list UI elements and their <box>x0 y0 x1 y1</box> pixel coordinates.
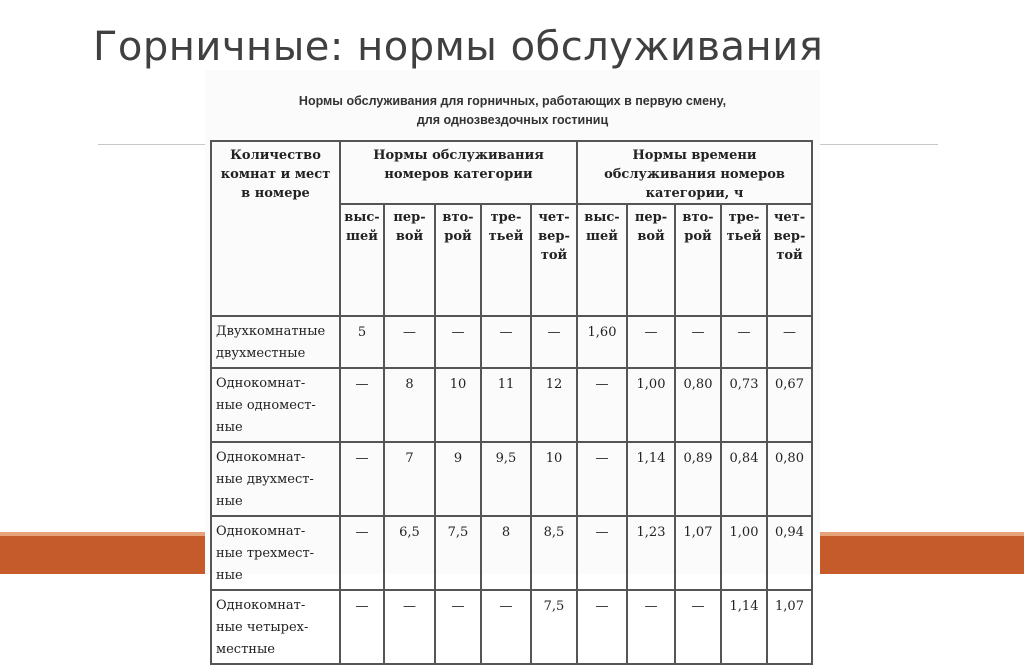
table-cell: 9 <box>435 442 481 516</box>
table-cell: 0,84 <box>721 442 767 516</box>
table-cell: — <box>435 590 481 664</box>
table-cell: 9,5 <box>481 442 531 516</box>
table-cell: — <box>675 590 721 664</box>
table-cell: — <box>721 316 767 368</box>
table-cell: — <box>767 316 812 368</box>
table-cell: — <box>531 316 577 368</box>
table-cell: — <box>340 368 384 442</box>
table-cell: 1,14 <box>721 590 767 664</box>
category-first: пер- вой <box>384 204 435 316</box>
table-row <box>211 368 812 442</box>
table-cell: — <box>627 316 675 368</box>
table-cell: 0,80 <box>675 368 721 442</box>
table-cell: 1,07 <box>767 590 812 664</box>
row-label: Однокомнат- ные одномест- ные <box>211 368 340 442</box>
table-cell: — <box>340 516 384 590</box>
table-cell: — <box>481 316 531 368</box>
category-highest-time: выс- шей <box>577 204 627 316</box>
table-cell: 8 <box>481 516 531 590</box>
category-highest: выс- шей <box>340 204 384 316</box>
table-cell: 10 <box>435 368 481 442</box>
table-cell: 0,73 <box>721 368 767 442</box>
header-service-norms: Нормы обслуживания номеров категории <box>340 141 577 204</box>
table-cell: — <box>577 368 627 442</box>
table-cell: 0,89 <box>675 442 721 516</box>
category-third: тре- тьей <box>481 204 531 316</box>
table-cell: 7,5 <box>531 590 577 664</box>
category-first-time: пер- вой <box>627 204 675 316</box>
table-cell: 1,23 <box>627 516 675 590</box>
table-cell: 12 <box>531 368 577 442</box>
table-cell: 0,94 <box>767 516 812 590</box>
table-cell: 6,5 <box>384 516 435 590</box>
table-caption-line1: Нормы обслуживания для горничных, работающих в первую смену, <box>298 94 727 108</box>
table-cell: 8,5 <box>531 516 577 590</box>
norms-table <box>210 140 813 665</box>
table-cell: — <box>577 590 627 664</box>
category-second-time: вто- рой <box>675 204 721 316</box>
table-cell: — <box>435 316 481 368</box>
table-cell: 1,07 <box>675 516 721 590</box>
table-cell: 10 <box>531 442 577 516</box>
table-cell: 11 <box>481 368 531 442</box>
table-cell: — <box>384 316 435 368</box>
table-cell: 8 <box>384 368 435 442</box>
table-cell: 1,00 <box>721 516 767 590</box>
category-third-time: тре- тьей <box>721 204 767 316</box>
category-fourth: чет- вер- той <box>531 204 577 316</box>
title-divider-left <box>98 144 210 145</box>
title-divider-right <box>818 144 938 145</box>
table-cell: — <box>577 516 627 590</box>
row-label: Однокомнат- ные двухмест- ные <box>211 442 340 516</box>
table-cell: 1,00 <box>627 368 675 442</box>
row-label: Однокомнат- ные четырех- местные <box>211 590 340 664</box>
row-label: Однокомнат- ные трехмест- ные <box>211 516 340 590</box>
table-cell: 7 <box>384 442 435 516</box>
row-label: Двухкомнатные двухместные <box>211 316 340 368</box>
table-cell: — <box>577 442 627 516</box>
table-row <box>211 590 812 664</box>
category-fourth-time: чет- вер- той <box>767 204 812 316</box>
slide-title: Горничные: нормы обслуживания <box>93 24 824 70</box>
table-cell: 5 <box>340 316 384 368</box>
scanned-table-image <box>205 70 820 657</box>
table-row <box>211 516 812 590</box>
table-cell: — <box>340 442 384 516</box>
header-room-count: Количество комнат и мест в номере <box>211 141 340 316</box>
table-row <box>211 316 812 368</box>
table-row <box>211 442 812 516</box>
table-cell: 0,67 <box>767 368 812 442</box>
table-cell: 1,14 <box>627 442 675 516</box>
table-caption-line2: для однозвездочных гостиниц <box>416 113 609 127</box>
table-cell: — <box>481 590 531 664</box>
table-cell: 1,60 <box>577 316 627 368</box>
table-cell: — <box>340 590 384 664</box>
table-cell: — <box>627 590 675 664</box>
table-cell: 7,5 <box>435 516 481 590</box>
table-cell: 0,80 <box>767 442 812 516</box>
category-second: вто- рой <box>435 204 481 316</box>
table-cell: — <box>384 590 435 664</box>
table-cell: — <box>675 316 721 368</box>
header-time-norms: Нормы времени обслуживания номеров категории, ч <box>577 141 812 204</box>
